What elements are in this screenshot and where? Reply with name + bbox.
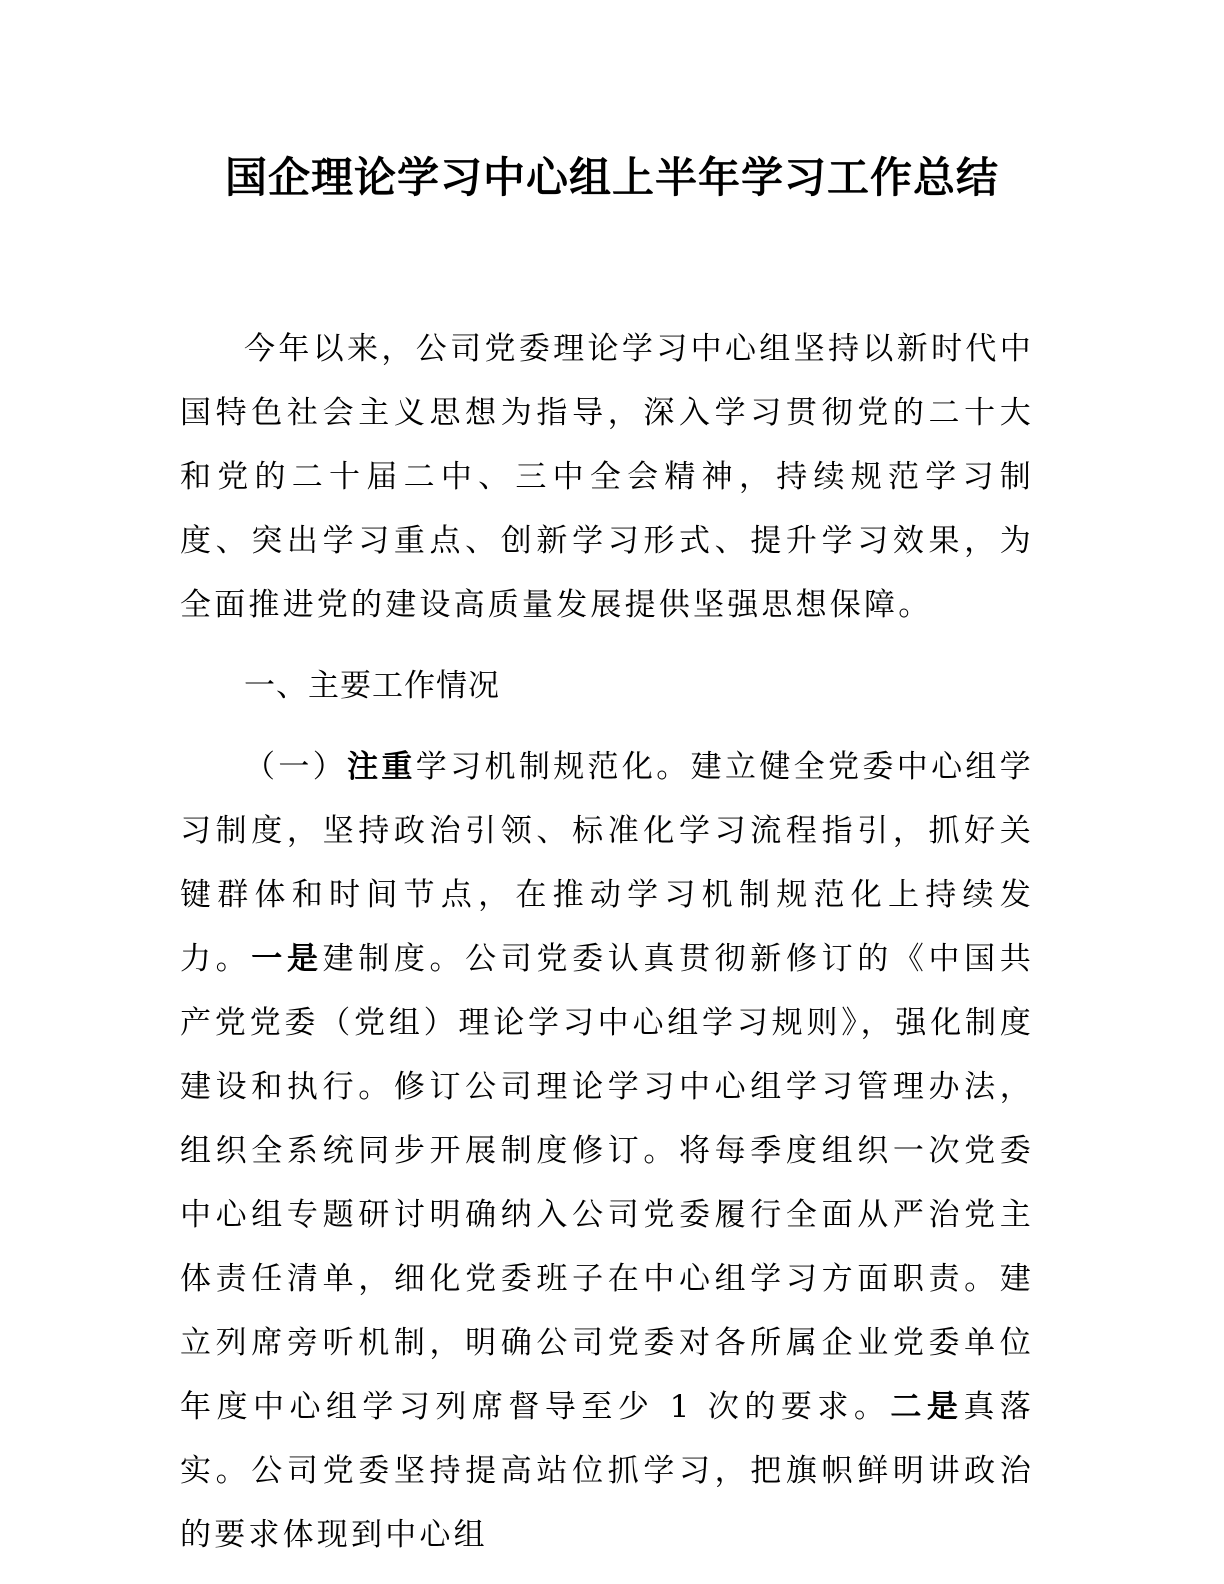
section-heading: 一、主要工作情况 <box>244 668 500 704</box>
subsection-lead-bold: 注重 <box>347 749 416 785</box>
document-title: 国企理论学习中心组上半年学习工作总结 <box>224 153 999 202</box>
subsection-paragraph <box>180 735 1034 1567</box>
marker-second: 二是 <box>890 1389 964 1425</box>
marker-first: 一是 <box>251 941 323 977</box>
paragraph-text-1: 学习机制规范化。建立健全党委中心组学习制度，坚持政治引领、标准化学习流程指引，抓好关键群体和时间节点，在推动学习机制规范化上持续发力。 <box>180 749 1034 977</box>
subsection-number: （一） <box>244 749 348 785</box>
paragraph-text-2: 建制度。公司党委认真贯彻新修订的《中国共产党党委（党组）理论学习中心组学习规则》，强化制度建设和执行。修订公司理论学习中心组学习管理办法，组织全系统同步开展制度修订。将每季度组织一次党委中心组专题研讨明确纳入公司党委履行全面从严治党主体责任清单，细化党委班子在中心组学习方面职责。建立列席旁听机制，明确公司党委对各所属企业党委单位年度中心组学习列席督导至少 1 次的要求。 <box>180 941 1035 1425</box>
paragraph-text-3: 真落实。公司党委坚持提高站位抓学习，把旗帜鲜明讲政治的要求体现到中心组 <box>180 1389 1034 1553</box>
intro-paragraph: 今年以来，公司党委理论学习中心组坚持以新时代中国特色社会主义思想为指导，深入学习贯彻党的二十大和党的二十届二中、三中全会精神，持续规范学习制度、突出学习重点、创新学习形式、提升学习效果，为全面推进党的建设高质量发展提供坚强思想保障。 <box>180 331 1034 623</box>
